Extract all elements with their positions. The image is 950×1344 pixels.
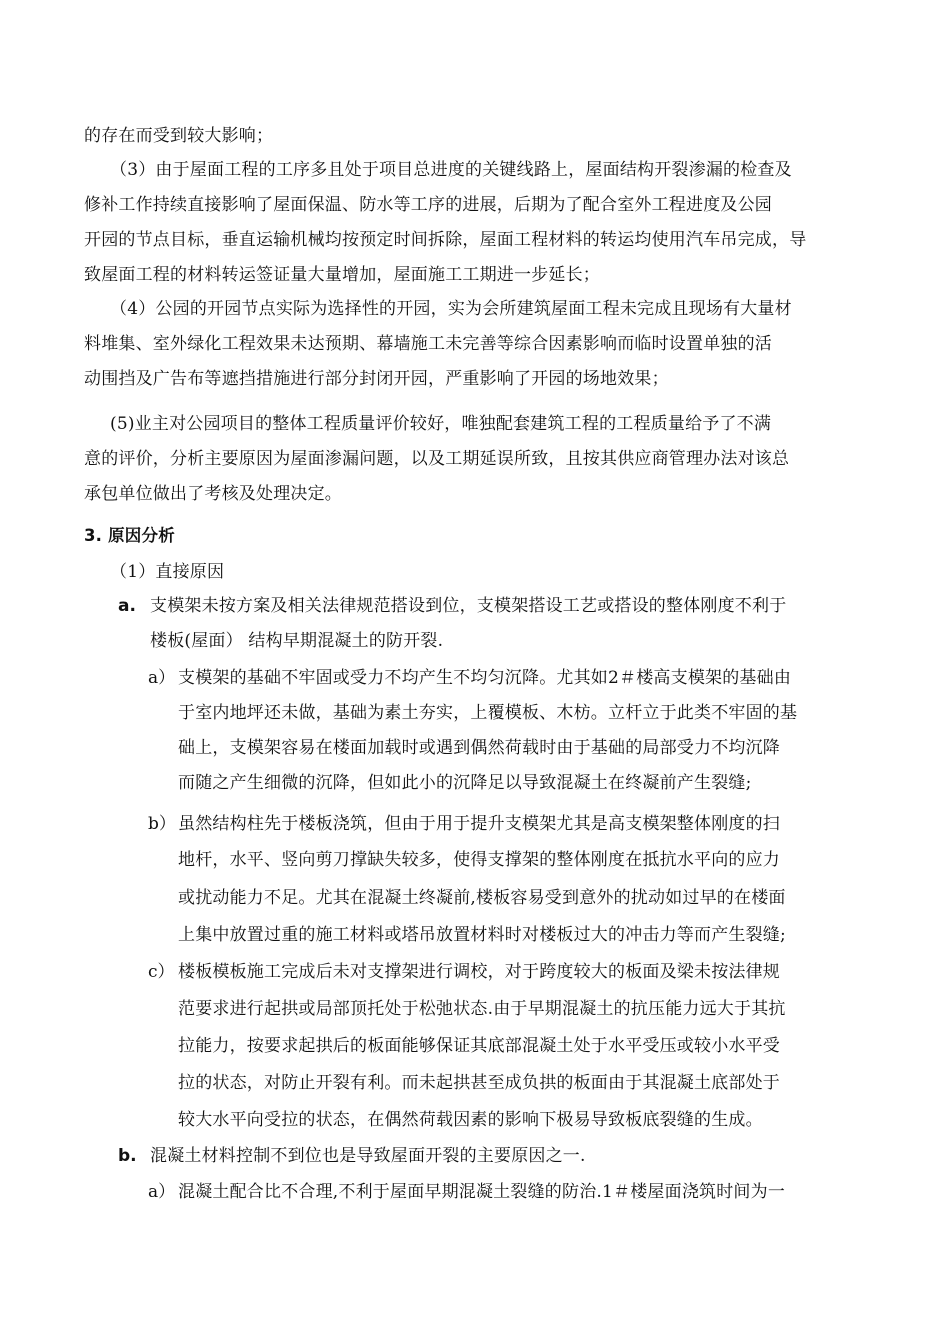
- paragraph-5-line: (5)业主对公园项目的整体工程质量评价较好，唯独配套建筑工程的工程质量给予了不满: [110, 414, 772, 434]
- paragraph-3-line: 开园的节点目标，垂直运输机械均按预定时间拆除，屋面工程材料的转运均使用汽车吊完成，导: [84, 230, 807, 250]
- list-item-line: 混凝土配合比不合理,不利于屋面早期混凝土裂缝的防治.1＃楼屋面浇筑时间为一: [178, 1182, 786, 1202]
- list-item-line: 支模架的基础不牢固或受力不均产生不均匀沉降。尤其如2＃楼高支模架的基础由: [178, 668, 792, 688]
- paragraph-3-line: （3）由于屋面工程的工序多且处于项目总进度的关键线路上，屋面结构开裂渗漏的检查及: [110, 160, 792, 180]
- paragraph-4-line: 动围挡及广告布等遮挡措施进行部分封闭开园，严重影响了开园的场地效果；: [84, 369, 669, 389]
- paragraph-5-line: 承包单位做出了考核及处理决定。: [84, 484, 342, 504]
- list-item-line: 础上，支模架容易在楼面加载时或遇到偶然荷载时由于基础的局部受力不均沉降: [178, 738, 780, 758]
- paragraph-4-line: （4）公园的开园节点实际为选择性的开园，实为会所建筑屋面工程未完成且现场有大量材: [110, 299, 792, 319]
- list-item-line: 拉的状态，对防止开裂有利。而未起拱甚至成负拱的板面由于其混凝土底部处于: [178, 1073, 780, 1093]
- list-item-line: 较大水平向受拉的状态，在偶然荷载因素的影响下极易导致板底裂缝的生成。: [178, 1110, 763, 1130]
- paragraph-carryover: 的存在而受到较大影响；: [84, 126, 274, 146]
- section-heading: 3. 原因分析: [84, 526, 175, 545]
- list-item-line: 范要求进行起拱或局部顶托处于松弛状态.由于早期混凝土的抗压能力远大于其抗: [178, 999, 786, 1019]
- list-item-line: 楼板(屋面） 结构早期混凝土的防开裂.: [150, 631, 444, 651]
- list-item-line: 于室内地坪还未做，基础为素土夯实，上覆模板、木枋。立杆立于此类不牢固的基: [178, 703, 798, 723]
- list-marker: a.: [118, 596, 136, 616]
- list-marker: a）: [148, 1182, 176, 1202]
- list-marker: b）: [148, 814, 176, 834]
- list-item-line: 上集中放置过重的施工材料或塔吊放置材料时对楼板过大的冲击力等而产生裂缝;: [178, 925, 786, 945]
- list-item-line: 虽然结构柱先于楼板浇筑，但由于用于提升支模架尤其是高支模架整体刚度的扫: [178, 814, 780, 834]
- paragraph-3-line: 修补工作持续直接影响了屋面保温、防水等工序的进展，后期为了配合室外工程进度及公园: [84, 195, 772, 215]
- list-item-line: 地杆，水平、竖向剪刀撑缺失较多，使得支撑架的整体刚度在抵抗水平向的应力: [178, 850, 780, 870]
- list-marker: a）: [148, 668, 176, 688]
- subsection-heading: （1）直接原因: [110, 562, 225, 582]
- list-item-line: 而随之产生细微的沉降，但如此小的沉降足以导致混凝土在终凝前产生裂缝;: [178, 773, 752, 793]
- list-item-line: 支模架未按方案及相关法律规范搭设到位，支模架搭设工艺或搭设的整体刚度不利于: [150, 596, 787, 616]
- list-item-line: 拉能力，按要求起拱后的板面能够保证其底部混凝土处于水平受压或较小水平受: [178, 1036, 780, 1056]
- list-item-line: 混凝土材料控制不到位也是导致屋面开裂的主要原因之一.: [150, 1146, 586, 1166]
- list-item-line: 楼板模板施工完成后未对支撑架进行调校，对于跨度较大的板面及梁未按法律规: [178, 962, 780, 982]
- paragraph-4-line: 料堆集、室外绿化工程效果未达预期、幕墙施工未完善等综合因素影响而临时设置单独的活: [84, 334, 772, 354]
- paragraph-5-line: 意的评价，分析主要原因为屋面渗漏问题，以及工期延误所致，且按其供应商管理办法对该总: [84, 449, 790, 469]
- paragraph-3-line: 致屋面工程的材料转运签证量大量增加，屋面施工工期进一步延长；: [84, 265, 600, 285]
- list-item-line: 或扰动能力不足。尤其在混凝土终凝前,楼板容易受到意外的扰动如过早的在楼面: [178, 888, 786, 908]
- list-marker: b.: [118, 1146, 137, 1166]
- list-marker: c）: [148, 962, 175, 982]
